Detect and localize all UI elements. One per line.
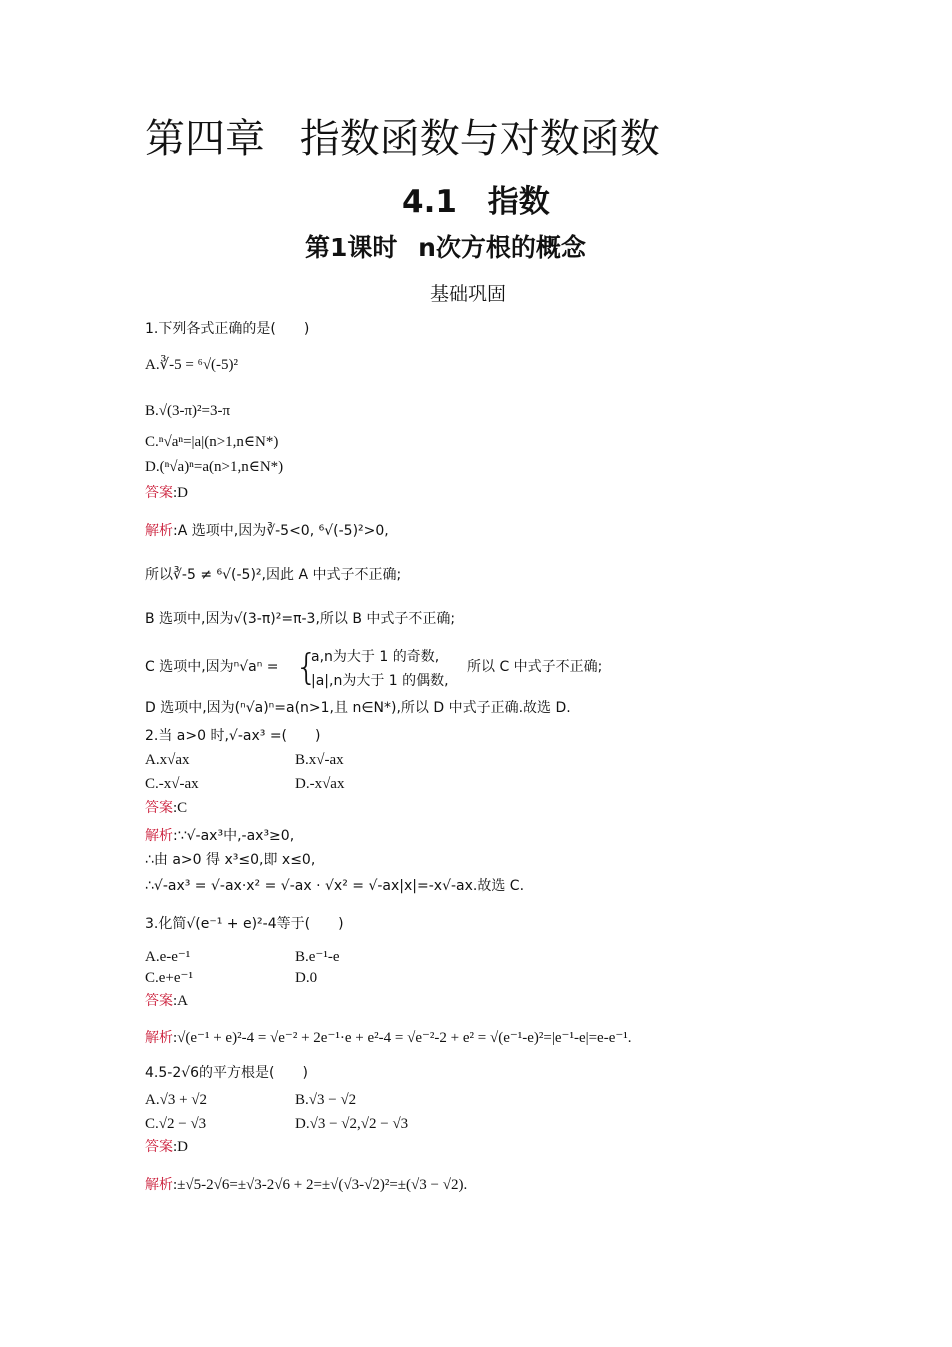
q2-stem: 2.当 a>0 时,√-ax³ =( ) xyxy=(145,728,321,744)
q2-option-d: D.-x√ax xyxy=(295,776,345,792)
section-title: 4.1 指数 xyxy=(402,184,550,220)
answer-label: 答案 xyxy=(145,485,173,501)
q2-options-row-2 xyxy=(145,775,545,793)
q1-option-d: D.(ⁿ√a)ⁿ=a(n>1,n∈N*) xyxy=(145,459,284,475)
q4-option-d: D.√3 − √2,√2 − √3 xyxy=(295,1116,409,1132)
q3-options-row-2 xyxy=(145,969,545,987)
q2-answer: 答案:C xyxy=(145,800,188,816)
answer-label: 答案 xyxy=(145,1139,173,1155)
q3-option-c: C.e+e⁻¹ xyxy=(145,970,193,986)
q2-solution-line-2: ∴由 a>0 得 x³≤0,即 x≤0, xyxy=(145,852,316,868)
q3-stem: 3.化简√(e⁻¹ + e)²-4等于( ) xyxy=(145,916,344,932)
q1-answer: 答案:D xyxy=(145,485,188,501)
q3-option-d: D.0 xyxy=(295,970,318,986)
q3-option-b: B.e⁻¹-e xyxy=(295,949,340,965)
answer-label: 答案 xyxy=(145,800,173,816)
q4-stem: 4.5-2√6的平方根是( ) xyxy=(145,1065,308,1081)
q1-solution-line-2: 所以∛-5 ≠ ⁶√(-5)²,因此 A 中式子不正确; xyxy=(145,567,402,583)
q1-solution-line-3: B 选项中,因为√(3-π)²=π-3,所以 B 中式子不正确; xyxy=(145,611,456,627)
q1-solution-line-1: 解析:A 选项中,因为∛-5<0, ⁶√(-5)²>0, xyxy=(145,523,389,539)
analysis-label: 解析 xyxy=(145,523,173,539)
q2-option-b: B.x√-ax xyxy=(295,752,344,768)
q2-solution-line-1: 解析:∵√-ax³中,-ax³≥0, xyxy=(145,828,295,844)
q3-answer: 答案:A xyxy=(145,993,188,1009)
q2-option-c: C.-x√-ax xyxy=(145,776,199,792)
q1-solution-line-5: D 选项中,因为(ⁿ√a)ⁿ=a(n>1,且 n∈N*),所以 D 中式子正确.故选 D. xyxy=(145,700,571,716)
brace: { xyxy=(295,647,318,688)
answer-label: 答案 xyxy=(145,993,173,1009)
q1-stem: 1.下列各式正确的是( ) xyxy=(145,321,310,337)
q4-options-row-1 xyxy=(145,1091,545,1109)
subheading: 基础巩固 xyxy=(430,283,507,305)
chapter-title: 第四章 指数函数与对数函数 xyxy=(145,116,660,162)
q4-solution-line-1: 解析:±√5-2√6=±√3-2√6 + 2=±√(√3-√2)²=±(√3 − √2). xyxy=(145,1177,468,1193)
q1-option-b: B.√(3-π)²=3-π xyxy=(145,403,231,419)
analysis-label: 解析 xyxy=(145,1177,173,1193)
q3-option-a: A.e-e⁻¹ xyxy=(145,949,191,965)
q1-option-c: C.ⁿ√aⁿ=|a|(n>1,n∈N*) xyxy=(145,434,279,450)
q1-option-a: A.∛-5 = ⁶√(-5)² xyxy=(145,357,239,373)
q4-option-b: B.√3 − √2 xyxy=(295,1092,357,1108)
q3-options-row-1 xyxy=(145,948,545,966)
q2-solution-line-3: ∴√-ax³ = √-ax·x² = √-ax · √x² = √-ax|x|=-x√-ax.故选 C. xyxy=(145,878,525,894)
q3-solution-line-1: 解析:√(e⁻¹ + e)²-4 = √e⁻² + 2e⁻¹·e + e²-4 = √e⁻²-2 + e² = √(e⁻¹-e)²=|e⁻¹-e|=e-e⁻¹. xyxy=(145,1030,632,1046)
q4-answer: 答案:D xyxy=(145,1139,188,1155)
q2-option-a: A.x√ax xyxy=(145,752,190,768)
q4-option-c: C.√2 − √3 xyxy=(145,1116,207,1132)
q2-options-row-1 xyxy=(145,751,545,769)
q4-option-a: A.√3 + √2 xyxy=(145,1092,208,1108)
lesson-title: 第1课时 n次方根的概念 xyxy=(305,233,586,262)
analysis-label: 解析 xyxy=(145,1030,173,1046)
q4-options-row-2 xyxy=(145,1115,545,1133)
analysis-label: 解析 xyxy=(145,828,173,844)
